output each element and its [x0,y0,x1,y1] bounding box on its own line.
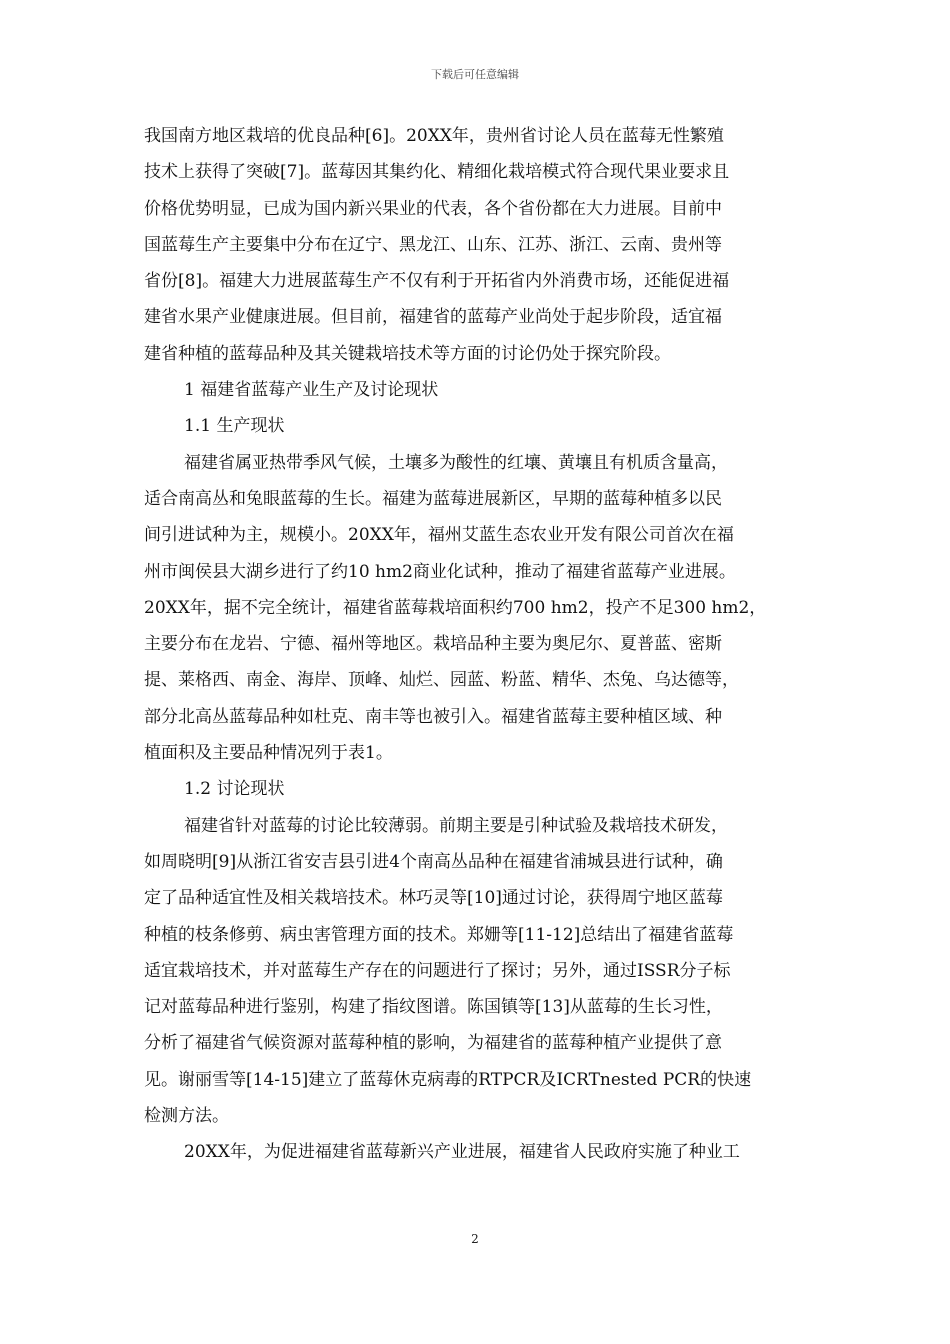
body-text [144,118,816,1171]
page-number: 2 [471,1232,479,1246]
text-line: 记对蓝莓品种进行鉴别，构建了指纹图谱。陈国镇等[13]从蓝莓的生长习性， [144,997,723,1018]
text-line: 价格优势明显，已成为国内新兴果业的代表，各个省份都在大力进展。目前中 [144,198,722,219]
text-line: 部分北高丛蓝莓品种如杜克、南丰等也被引入。福建省蓝莓主要种植区域、种 [144,706,722,727]
text-line: 如周晓明[9]从浙江省安吉县引进4个南高丛品种在福建省浦城县进行试种，确 [144,851,723,872]
text-line: 省份[8]。福建大力进展蓝莓生产不仅有利于开拓省内外消费市场，还能促进福 [144,271,730,292]
text-line: 州市闽侯县大湖乡进行了约10 hm2商业化试种，推动了福建省蓝莓产业进展。 [144,561,736,582]
text-line: 20XX年，据不完全统计，福建省蓝莓栽培面积约700 hm2，投产不足300 hm2， [144,597,767,618]
paragraph-start: 20XX年，为促进福建省蓝莓新兴产业进展，福建省人民政府实施了种业工 [184,1142,740,1163]
text-line: 检测方法。 [144,1106,229,1127]
paragraph-start: 福建省属亚热带季风气候，土壤多为酸性的红壤、黄壤且有机质含量高， [184,452,728,473]
text-line: 建省种植的蓝莓品种及其关键栽培技术等方面的讨论仍处于探究阶段。 [144,343,671,364]
text-line: 适合南高丛和兔眼蓝莓的生长。福建为蓝莓进展新区，早期的蓝莓种植多以民 [144,488,722,509]
section-heading: 1 福建省蓝莓产业生产及讨论现状 [184,380,439,401]
text-line: 技术上获得了突破[7]。蓝莓因其集约化、精细化栽培模式符合现代果业要求且 [144,162,730,183]
subsection-heading: 1.2 讨论现状 [184,779,285,800]
text-line: 间引进试种为主，规模小。20XX年，福州艾蓝生态农业开发有限公司首次在福 [144,525,734,546]
text-line: 适宜栽培技术，并对蓝莓生产存在的问题进行了探讨；另外，通过ISSR分子标 [144,960,731,981]
text-line: 见。谢丽雪等[14-15]建立了蓝莓休克病毒的RTPCR及ICRTnested PCR的快速 [144,1069,752,1090]
paragraph-start: 福建省针对蓝莓的讨论比较薄弱。前期主要是引种试验及栽培技术研发， [184,815,728,836]
text-line: 国蓝莓生产主要集中分布在辽宁、黑龙江、山东、江苏、浙江、云南、贵州等 [144,234,722,255]
text-line: 植面积及主要品种情况列于表1。 [144,743,393,764]
text-line: 我国南方地区栽培的优良品种[6]。20XX年，贵州省讨论人员在蓝莓无性繁殖 [144,126,724,146]
page-header: 下载后可任意编辑 [431,68,519,81]
text-line: 分析了福建省气候资源对蓝莓种植的影响，为福建省的蓝莓种植产业提供了意 [144,1033,722,1054]
text-line: 种植的枝条修剪、病虫害管理方面的技术。郑姗等[11-12]总结出了福建省蓝莓 [144,924,734,945]
text-line: 建省水果产业健康进展。但目前，福建省的蓝莓产业尚处于起步阶段，适宜福 [144,307,722,328]
text-line: 提、莱格西、南金、海岸、顶峰、灿烂、园蓝、粉蓝、精华、杰兔、乌达德等， [144,670,739,691]
text-line: 定了品种适宜性及相关栽培技术。林巧灵等[10]通过讨论，获得周宁地区蓝莓 [144,888,723,909]
subsection-heading: 1.1 生产现状 [184,416,285,437]
text-line: 主要分布在龙岩、宁德、福州等地区。栽培品种主要为奥尼尔、夏普蓝、密斯 [144,634,722,655]
